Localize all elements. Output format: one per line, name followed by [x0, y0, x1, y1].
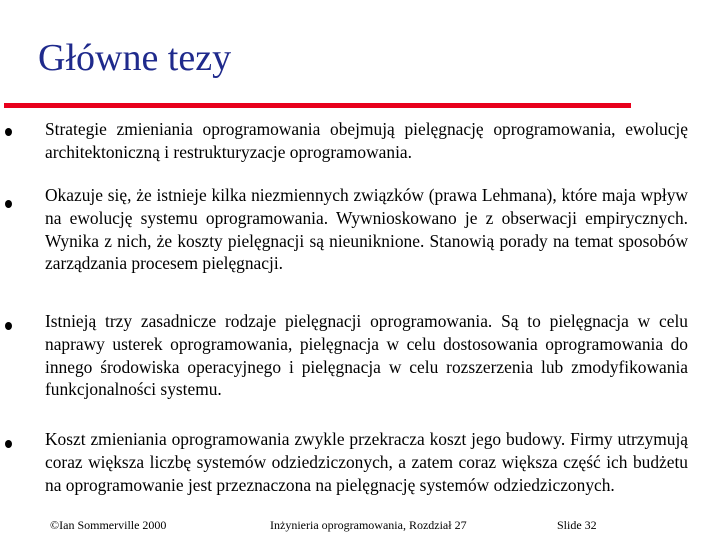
- bullet-text: Istnieją trzy zasadnicze rodzaje pielęgnacji oprogramowania. Są to pielęgnacja w celu naprawy usterek oprogramowania, pielęgnacja w celu dostosowania oprogramowania do innego środowiska operacyjnego i pielęgnacja w celu rozszerzenia lub zmodyfikowania funkcjonalności systemu.: [45, 311, 688, 400]
- footer-slide-number: Slide 32: [557, 518, 597, 532]
- bullet-dot-icon: [5, 322, 12, 330]
- bullet-text: Okazuje się, że istnieje kilka niezmiennych związków (prawa Lehmana), które maja wpływ na ewolucję systemu oprogramowania. Wywnioskowano je z obserwacji empirycznych. Wynika z nich, że koszty pielęgnacji są nieuniknione. Stanowią porady na temat sposobów zarządzania procesem pielęgnacji.: [45, 185, 688, 274]
- footer-copyright: ©Ian Sommerville 2000: [50, 518, 167, 532]
- title-underline: [4, 103, 631, 108]
- bullet-text: Koszt zmieniania oprogramowania zwykle przekracza koszt jego budowy. Firmy utrzymują coraz większa liczbę systemów odziedziczonych, a zatem coraz większa część ich budżetu na oprogramowanie jest przeznaczona na pielęgnację systemów odziedziczonych.: [45, 429, 688, 495]
- bullet-text: Strategie zmieniania oprogramowania obejmują pielęgnację oprogramowania, ewolucję architektoniczną i restrukturyzacje oprogramowania.: [45, 119, 688, 162]
- bullet-dot-icon: [5, 200, 12, 208]
- bullet-dot-icon: [5, 128, 12, 136]
- footer-course: Inżynieria oprogramowania, Rozdział 27: [270, 518, 467, 532]
- bullet-dot-icon: [5, 440, 12, 448]
- slide-title: Główne tezy: [38, 37, 232, 79]
